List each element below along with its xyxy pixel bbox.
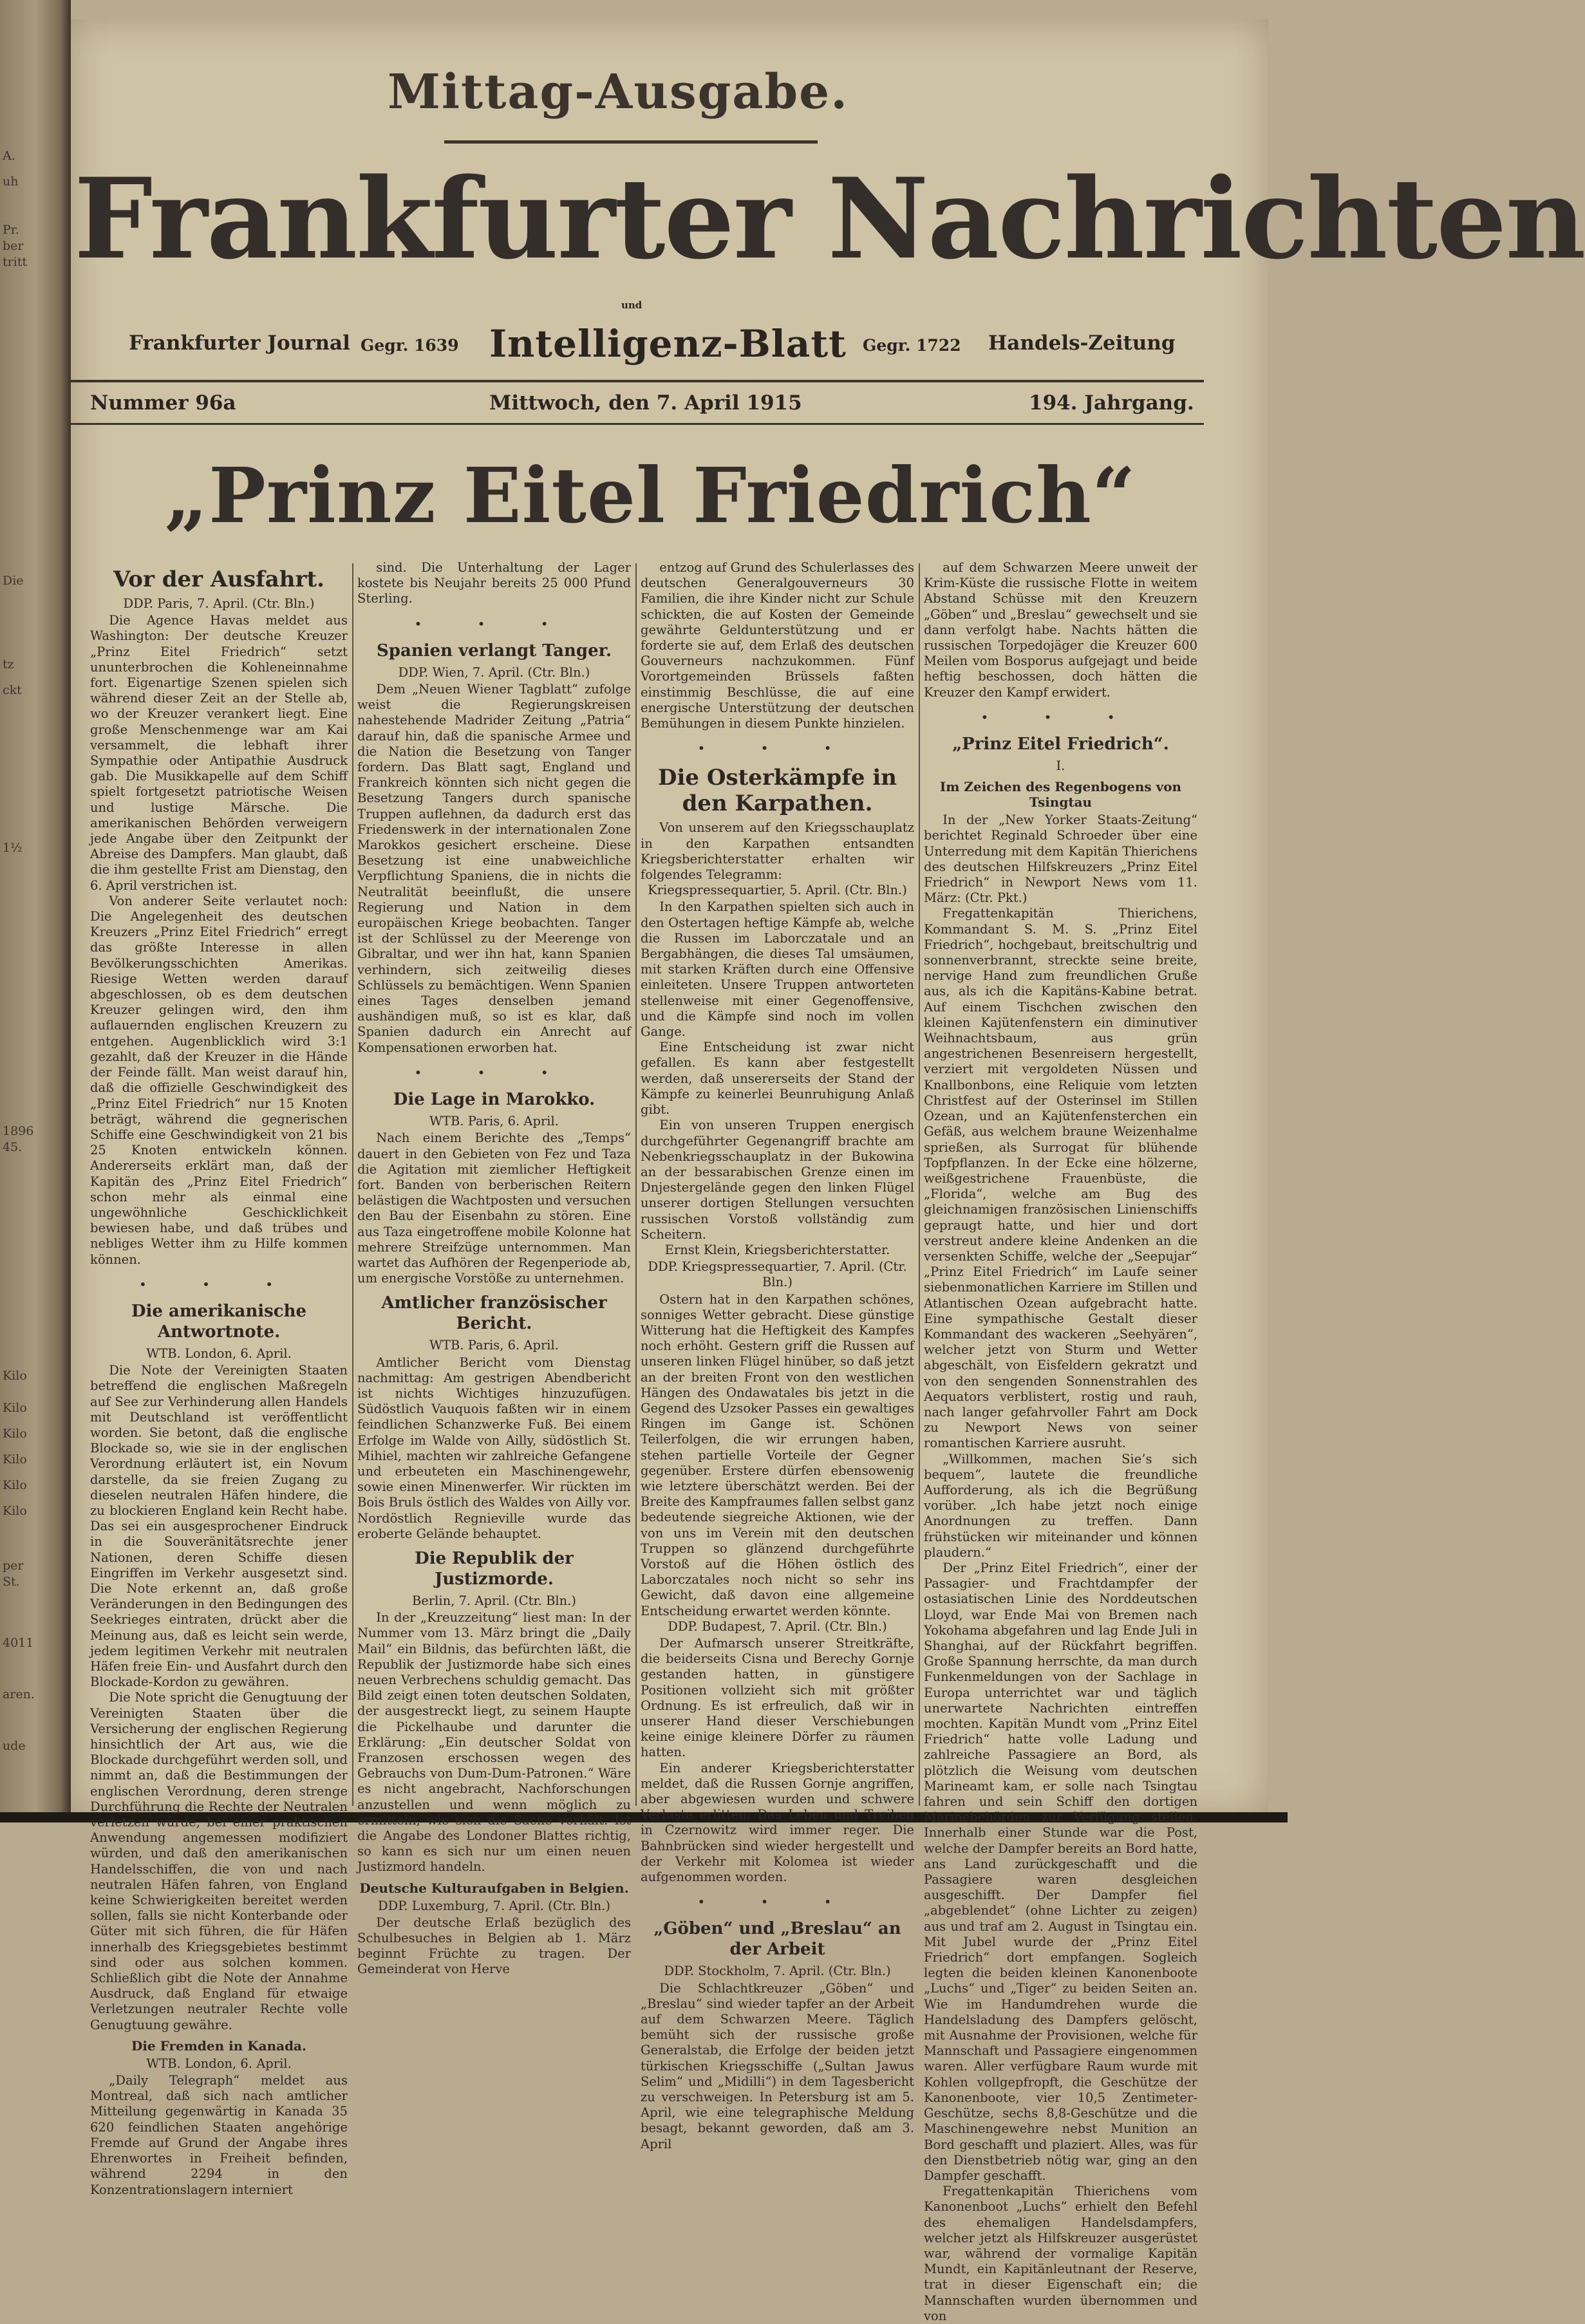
article-column-1	[90, 560, 348, 2197]
article-source-line: DDP. Paris, 7. April. (Ctr. Bln.)	[123, 596, 315, 611]
article-paragraph: Eine Entscheidung ist zwar nicht gefallen. Es kann aber festgestellt werden, daß unsererseits der Stand der Kämpfe zu keinerlei Beunruhigung Anlaß gibt.	[641, 1040, 914, 1118]
article-paragraph: sind. Die Unterhaltung der Lager kostete bis Neujahr bereits 25 000 Pfund Sterling.	[357, 560, 631, 606]
issue-date: Mittwoch, den 7. April 1915	[489, 391, 802, 415]
issue-volume: 194. Jahrgang.	[1029, 391, 1194, 415]
section-separator: • • •	[980, 709, 1141, 725]
article-paragraph: In den Karpathen spielten sich auch in den Ostertagen heftige Kämpfe ab, welche die Russen im Laborczatale und an Bergabhängen, die dieses Tal umsäumen, mit starken Kräften durch eine Offensive einleiteten. Unsere Truppen antworteten stellenweise mit einer Gegenoffensive, und die Kämpfe sind noch im vollen Gange.	[641, 899, 914, 1040]
article-heading: Vor der Ausfahrt.	[113, 567, 324, 592]
article-heading: Spanien verlangt Tanger.	[377, 641, 612, 661]
masthead-founded-right: Gegr. 1722	[863, 336, 961, 355]
article-heading: Die Lage in Marokko.	[393, 1090, 596, 1110]
article-source-line: DDP. Luxemburg, 7. April. (Ctr. Bln.)	[377, 1898, 611, 1913]
binding-text-fragment: Kilo	[3, 1401, 27, 1415]
article-paragraph: Von anderer Seite verlautet noch: Die Angelegenheit des deutschen Kreuzers „Prinz Eitel Friedrich“ erregt das größte Interesse in allen Bevölkerungsschichten Amerikas. Riesige Wetten werden darauf abgeschlossen, ob es dem deutschen Kreuzer gelingen wird, den ihm auflauernden englischen Kreuzern zu entgehen. Augenblicklich wird 3:1 gezahlt, daß der Kreuzer in die Hände der Feinde fällt. Man weist darauf hin, daß die offizielle Geschwindigkeit des „Prinz Eitel Friedrich“ nur 15 Knoten beträgt, während die gegnerischen Schiffe eine Geschwindigkeit von 21 bis 25 Knoten entwickeln können. Andererseits erklärt man, daß der Kapitän des „Prinz Eitel Friedrich“ schon mehr als einmal eine ungewöhnliche Geschicklichkeit bewiesen habe, und daß trübes und nebliges Wetter ihm zu Hilfe kommen können.	[90, 893, 348, 1267]
section-separator: • • •	[138, 1276, 299, 1292]
edition-label: Mittag-Ausgabe.	[388, 64, 849, 120]
article-paragraph: Fregattenkapitän Thierichens vom Kanonenboot „Luchs“ erhielt den Befehl des ehemaligen Handelsdampfers, welcher jetzt als Hilfskreuzer ausgerüstet war, während der vormalige Kapitän Mundt, ein Kapitänleutnant der Reserve, trat in dieser Eigenschaft ein; die Mannschaften wurden übernommen und von	[924, 2184, 1197, 2323]
binding-text-fragment: ber	[3, 239, 24, 253]
newspaper-masthead: Frankfurter Nachrichten	[74, 153, 1585, 284]
binding-text-fragment: ckt	[3, 683, 22, 697]
article-subheading: Im Zeichen des Regenbogens von Tsingtau	[939, 779, 1182, 811]
binding-text-fragment: Kilo	[3, 1452, 27, 1467]
article-heading: Amtlicher französischer Bericht.	[381, 1293, 607, 1334]
article-paragraph: Die Schlachtkreuzer „Göben“ und „Breslau“ sind wieder tapfer an der Arbeit auf dem Schwarzen Meere. Täglich bemüht sich der russische große Generalstab, die Erfolge der beiden jetzt türkischen Kriegsschiffe („Sultan Jawus Selim“ und „Midilli“) in dem Tagesbericht zu verschweigen. In Petersburg ist am 5. April, wie eine telegraphische Meldung besagt, bekannt geworden, daß am 3. April	[641, 1980, 914, 2151]
article-subheading: Die Fremden in Kanada.	[131, 2038, 306, 2054]
masthead-und: und	[621, 299, 642, 311]
article-paragraph: Die Agence Havas meldet aus Washington: Der deutsche Kreuzer „Prinz Eitel Friedrich“ setzt ununterbrochen die Kohleneinnahme fort. Eigenartige Szenen spielen sich während dieser Zeit an der Stelle ab, wo der Kreuzer verankert liegt. Eine große Menschenmenge war am Kai versammelt, die lebhaft ihrer Sympathie oder Antipathie Ausdruck gab. Die Musikkapelle auf dem Schiff spielt fortgesetzt patriotische Weisen und lustige Märsche. Die amerikanischen Behörden verweigern jede Angabe über den Zeitpunkt der Abreise des Dampfers. Man glaubt, daß die ihm gestellte Frist am Dienstag, den 6. April verstrichen ist.	[90, 613, 348, 893]
book-binding-strip	[0, 0, 71, 1823]
article-paragraph: Ostern hat in den Karpathen schönes, sonniges Wetter gebracht. Diese günstige Witterung hat die Heftigkeit des Kampfes noch erhöht. Gestern griff die Russen auf unseren linken Flügel hinüber, so daß jetzt an der breiten Front von den westlichen Hängen des Ondawatales bis jetzt in die Gegend des Uzsoker Passes ein gewaltiges Ringen im Gange ist. Schönen Teilerfolgen, die wir errungen haben, stehen partielle Vorteile der Gegner gegenüber. Erstere dürfen ebensowenig wie letztere überschätzt werden. Bei der Breite des Kampfraumes fallen selbst ganz bedeutende siegreiche Aktionen, wie der von uns im Verein mit den deutschen Truppen so glänzend durchgeführte Vorstoß auf die Höhen östlich des Laborczatales noch nicht so sehr ins Gewicht, daß davon eine allgemeine Entscheidung erwartet werden könnte.	[641, 1291, 914, 1618]
binding-text-fragment: 1½	[3, 841, 23, 855]
binding-text-fragment: ude	[3, 1739, 26, 1753]
article-source-line: Kriegspressequartier, 5. April. (Ctr. Bln.)	[648, 883, 907, 898]
binding-text-fragment: uh	[3, 174, 19, 189]
article-source-line: WTB. Paris, 6. April.	[429, 1338, 559, 1353]
binding-text-fragment: Kilo	[3, 1369, 27, 1383]
article-paragraph: Die Note spricht die Genugtuung der Vereinigten Staaten über die Versicherung der englischen Regierung hinsichtlich der Art aus, wie die Blockade durchgeführt werden soll, und nimmt an, daß die Bestimmungen der englischen Verordnung, deren strenge Durchführung die Rechte der Neutralen verletzen würde, bei einer praktischen Anwendung angemessen modifiziert würden, und daß den amerikanischen Handelsschiffen, die von und nach neutralen Häfen fahren, von England keine Schwierigkeiten bereitet werden sollen, falls sie nicht Konterbande oder Güter mit sich führen, die für Häfen innerhalb des Kriegsgebietes bestimmt sind oder aus solchen kommen. Schließlich gibt die Note der Annahme Ausdruck, daß England für etwaige Verletzungen neutraler Rechte volle Genugtuung gewähre.	[90, 1690, 348, 2032]
article-heading: Die amerikanische Antwortnote.	[131, 1301, 307, 1342]
issue-number: Nummer 96a	[90, 391, 236, 415]
article-column-3	[641, 560, 914, 2151]
masthead-rule-bottom	[71, 423, 1204, 425]
article-heading: „Prinz Eitel Friedrich“.	[952, 735, 1169, 754]
article-source-line: WTB. Paris, 6. April.	[429, 1114, 559, 1129]
article-source-line: DDP. Stockholm, 7. April. (Ctr. Bln.)	[664, 1963, 891, 1979]
main-headline: „Prinz Eitel Friedrich“	[164, 451, 1136, 540]
binding-text-fragment: A.	[3, 149, 15, 163]
article-paragraph: In der „Kreuzzeitung“ liest man: In der Nummer vom 13. März bringt die „Daily Mail“ ein Bildnis, das befürchten läßt, die Republik der Justizmorde habe sich eines neuen Verbrechens schuldig gemacht. Das Bild zeigt einen toten deutschen Soldaten, der ausgestreckt liegt, zu seinem Haupte die Pickelhaube und darunter die Erklärung: „Ein deutscher Soldat von Franzosen erschossen wegen des Gebrauchs von Dum-Dum-Patronen.“ Wäre es nicht angebracht, Nachforschungen anzustellen und wenn möglich zu ermitteln, wie sich die Sache verhält. Ist die Angabe des Londoner Blattes richtig, so kann es sich nur um einen neuen Justizmord handeln.	[357, 1610, 631, 1875]
article-paragraph: Der deutsche Erlaß bezüglich des Schulbesuches in Belgien ab 1. März beginnt Früchte zu tragen. Der Gemeinderat von Herve	[357, 1915, 631, 1977]
section-separator: • • •	[414, 1064, 574, 1080]
article-paragraph: Ein von unseren Truppen energisch durchgeführter Gegenangriff brachte am Nebenkriegsschauplatz in der Bukowina an der bessarabischen Grenze einen im Dnjestergelände gegen den linken Flügel unserer dortigen Stellungen versuchten russischen Vorstoß vollständig zum Scheitern.	[641, 1118, 914, 1242]
masthead-founded-left: Gegr. 1639	[361, 336, 459, 355]
column-divider	[352, 563, 353, 1806]
section-separator: • • •	[414, 615, 574, 632]
article-column-2	[357, 560, 631, 1977]
masthead-rule-top	[71, 380, 1204, 382]
article-paragraph: „Daily Telegraph“ meldet aus Montreal, daß sich nach amtlicher Mitteilung gegenwärtig in Kanada 35 620 feindlichen Staaten angehörige Fremde auf Grund der Angabe ihres Ehrenwortes in Freiheit befinden, während 2294 in den Konzentrationslagern interniert	[90, 2073, 348, 2197]
binding-text-fragment: Pr.	[3, 223, 19, 237]
article-source-line: WTB. London, 6. April.	[146, 2056, 292, 2071]
article-subheading: Deutsche Kulturaufgaben in Belgien.	[359, 1880, 629, 1896]
binding-text-fragment: Kilo	[3, 1504, 27, 1518]
binding-text-fragment: 45.	[3, 1140, 23, 1154]
binding-text-fragment: tritt	[3, 255, 28, 269]
edition-underline	[444, 140, 818, 144]
article-heading: Die Republik der Justizmorde.	[415, 1548, 574, 1589]
masthead-subtitle-center: Intelligenz-Blatt	[489, 322, 847, 366]
article-source-line: I.	[1056, 758, 1065, 774]
article-source-line: Ernst Klein, Kriegsberichterstatter.	[664, 1242, 890, 1257]
article-paragraph: Fregattenkapitän Thierichens, Kommandant S. M. S. „Prinz Eitel Friedrich“, hochgebaut, breitschultrig und sonnenverbrannt, streckte seine breite, nervige Hand zum freundlichen Gruße aus, als ich die Kapitäns-Kabine betrat. Auf einem Tischchen zwischen den kleinen Kajütenfenstern ein diminutiver Weihnachtsbaum, aus grün angestrichenen Besenreisern hergestellt, verziert mit vergoldeten Nüssen und Knallbonbons, eine Reliquie vom letzten Christfest auf der Osterinsel im Stillen Ozean, und an Kajütenfensterchen ein Gefäß, aus welchem braune Weizenhalme sprießen, als Surrogat für blühende Topfpflanzen. In der Ecke eine hölzerne, weißgestrichene Frauenbüste, die „Florida“, welche am Bug des gleichnamigen französischen Linienschiffs gepraugt hatte, und hier und dort verstreut andere kleine Andenken an die versenkten Schiffe, welche der „Seepujar“ „Prinz Eitel Friedrich“ im Laufe seiner siebenmonatlichen Karriere im Stillen und Atlantischen Ozean aufgebracht hatte. Eine sympathische Gestalt dieser Kommandant des wackeren „Seehyären“, welcher jetzt von Sturm und Wetter abgeschält, von Eisfeldern gekratzt und von den sengenden Sonnenstrahlen des Aequators verblistert, rostig und rauh, nach langer gefahrvoller Fahrt am Dock zu Newport News von seiner romantischen Karriere ausruht.	[924, 906, 1197, 1451]
binding-text-fragment: aren.	[3, 1687, 35, 1701]
binding-text-fragment: St.	[3, 1575, 20, 1589]
binding-text-fragment: 1896	[3, 1124, 34, 1138]
article-source-line: DDP. Wien, 7. April. (Ctr. Bln.)	[398, 664, 590, 680]
article-heading: Die Osterkämpfe in den Karpathen.	[658, 765, 897, 817]
binding-text-fragment: 4011	[3, 1636, 34, 1650]
article-paragraph: entzog auf Grund des Schulerlasses des deutschen Generalgouverneurs 30 Familien, die ihre Kinder nicht zur Schule schickten, die auf Kosten der Gemeinde gewährte Geldunterstützung und er forderte sie auf, dem Erlaß des deutschen Gouverneurs nachzukommen. Fünf Vorortgemeinden Brüssels faßten einstimmig Beschlüsse, die auf eine energische Unterstützung der deutschen Bemühungen in diesem Punkte hinzielen.	[641, 560, 914, 731]
article-source-line: DDP. Budapest, 7. April. (Ctr. Bln.)	[668, 1618, 887, 1634]
article-paragraph: Der „Prinz Eitel Friedrich“, einer der Passagier- und Frachtdampfer der ostasiatischen Linie des Norddeutschen Lloyd, war Ende Mai von Bremen nach Yokohama abgefahren und lag Ende Juli in Shanghai, auf der Rückfahrt begriffen. Große Spannung herrschte, da man durch Funkenmeldungen von der Sachlage in Europa unterrichtet war und täglich unerwartete Nachrichten eintreffen mochten. Kapitän Mundt vom „Prinz Eitel Friedrich“ hatte volle Ladung und zahlreiche Passagiere an Bord, als plötzlich die Weisung vom deutschen Marineamt kam, er solle nach Tsingtau fahren und sein Schiff den dortigen Marinebehörden zur Verfügung stellen. Innerhalb einer Stunde war die Post, welche der Dampfer bereits an Bord hatte, ans Land zurückgeschafft und die Passagiere waren desgleichen ausgeschifft. Der Dampfer fiel „abgeblendet“ (ohne Lichter zu zeigen) aus und traf am 2. August in Tsingtau ein. Mit Jubel wurde der „Prinz Eitel Friedrich“ dort empfangen. Sogleich legten die beiden kleinen Kanonenboote „Luchs“ und „Tiger“ zu beiden Seiten an. Wie im Handumdrehen wurde die Handelsladung des Dampfers gelöscht, mit Ausnahme der Provisionen, welche für Mannschaft und Passagiere eingenommen waren. Aller verfügbare Raum wurde mit Kohlen vollgepfropft, die Geschütze der Kanonenboote, vier 10,5 Zentimeter-Geschütze, sechs 8,8-Geschütze und die Maschinengewehre nebst Munition an Bord geschafft und plaziert. Alles, was für den Dienstbetrieb nötig war, ging an den Dampfer geschafft.	[924, 1560, 1197, 2183]
binding-text-fragment: per	[3, 1559, 24, 1573]
article-paragraph: Der Aufmarsch unserer Streitkräfte, die beiderseits Cisna und Berechy Gornje gestanden hatten, in günstigere Positionen vollzieht sich mit größter Ordnung. Es ist erfreulich, daß wir in unserer Hand dieser Verschiebungen keine einige kleinere Dörfer zu räumen hatten.	[641, 1636, 914, 1760]
binding-text-fragment: Kilo	[3, 1427, 27, 1441]
section-separator: • • •	[697, 1894, 858, 1910]
binding-text-fragment: Kilo	[3, 1478, 27, 1492]
binding-text-fragment: tz	[3, 657, 14, 671]
article-source-line: DDP. Kriegspressequartier, 7. April. (Ctr. Bln.)	[648, 1259, 907, 1290]
article-paragraph: Ein anderer Kriegsberichterstatter meldet, daß die Russen Gornje angriffen, aber abgewiesen wurden und schwere Verluste erlitten. Das Leben und Treiben in Czernowitz wird immer reger. Die Bahnbrücken sind wieder hergestellt und der Verkehr mit Kolomea ist wieder aufgenommen worden.	[641, 1760, 914, 1885]
masthead-subtitle-left: Frankfurter Journal	[129, 332, 350, 355]
article-paragraph: auf dem Schwarzen Meere unweit der Krim-Küste die russische Flotte in weitem Abstand Schüsse mit den Kreuzern „Göben“ und „Breslau“ gewechselt und sie dann verfolgt habe. Nachts hätten die russischen Torpedojäger die Kreuzer 600 Meilen vom Bosporus aufgejagt und beide heftig beschossen, doch hätten die Kreuzer den Kampf erwidert.	[924, 560, 1197, 700]
binding-text-fragment: Die	[3, 574, 24, 588]
article-paragraph: Dem „Neuen Wiener Tagblatt“ zufolge weist die Regierungskreisen nahestehende Madrider Zeitung „Patria“ darauf hin, daß die spanische Armee und die Nation die Besetzung von Tanger fordern. Das Blatt sagt, England und Frankreich könnten sich nicht gegen die Besetzung Tangers durch spanische Truppen auflehnen, da dadurch erst das Friedenswerk in der internationalen Zone Marokkos gesichert erscheine. Diese Besetzung ist eine unabweichliche Verpflichtung Spaniens, die in nichts die Neutralität beeinflußt, die unsere Regierung und Nation in dem europäischen Kriege beobachten. Tanger ist der Schlüssel zu der Meerenge von Gibraltar, und wer ihn hat, kann Spanien verhindern, sich zeitweilig dieses Schlüssels zu bemächtigen. Wenn Spanien eines Tages denselben jemand aushändigen muß, so ist es klar, daß Spanien dadurch ein Anrecht auf Kompensationen erworben hat.	[357, 682, 631, 1055]
article-column-4	[924, 560, 1197, 2323]
article-source-line: WTB. London, 6. April.	[146, 1345, 292, 1361]
article-paragraph: Amtlicher Bericht vom Dienstag nachmittag: Am gestrigen Abendbericht ist nichts Wichtiges hinzuzufügen. Südöstlich Vauquois faßten wir in einem feindlichen Schanzwerke Fuß. Bei einem Erfolge im Walde von Ailly, südöstlich St. Mihiel, machten wir zahlreiche Gefangene und erbeuteten ein Maschinengewehr, sowie einen Minenwerfer. Wir rückten im Bois Bruls östlich des Waldes von Ailly vor. Nordöstlich Regnieville wurde das eroberte Gelände behauptet.	[357, 1354, 631, 1541]
section-separator: • • •	[697, 740, 858, 756]
article-paragraph: Nach einem Berichte des „Temps“ dauert in den Gebieten von Fez und Taza die Agitation mit ziemlicher Heftigkeit fort. Banden von berberischen Reitern belästigen die Wachtposten und versuchen den Bau der Eisenbahn zu stören. Eine aus Taza eingetroffene mobile Kolonne hat mehrere Streifzüge unternommen. Man wartet das Aufhören der Regenperiode ab, um energische Vorstöße zu unternehmen.	[357, 1130, 631, 1286]
article-paragraph: Von unserem auf den Kriegsschauplatz in den Karpathen entsandten Kriegsberichterstatter erhalten wir folgendes Telegramm:	[641, 820, 914, 883]
article-paragraph: In der „New Yorker Staats-Zeitung“ berichtet Reginald Schroeder über eine Unterredung mit dem Kapitän Thierichens des deutschen Hilfskreuzers „Prinz Eitel Friedrich“ in Newport News vom 11. März: (Ctr. Pkt.)	[924, 812, 1197, 906]
column-divider	[919, 563, 920, 1806]
column-divider	[635, 563, 637, 1806]
article-paragraph: Die Note der Vereinigten Staaten betreffend die englischen Maßregeln auf See zur Verhinderung allen Handels mit Deutschland ist veröffentlicht worden. Sie betont, daß die englische Blockade so, wie sie in der englischen Verordnung erläutert ist, ein Novum darstelle, da sie freien Zugang zu dieselen neutralen Häfen hindere, die zu blockieren England kein Recht habe. Das sei ein ausgesprochener Eindruck in die Souveränitätsrechte jener Nationen, deren Schiffe diesen Eingriffen im Verkehr ausgesetzt sind. Die Note erkennt an, daß große Veränderungen in den Bedingungen des Seekrieges eintraten, drückt aber die Meinung aus, daß es leicht sein werde, jedem legitimen Verkehr mit neutralen Häfen freie Ein- und Ausfahrt durch den Blockade-Kordon zu gewähren.	[90, 1363, 348, 1690]
article-paragraph: „Willkommen, machen Sie’s sich bequem“, lautete die freundliche Aufforderung, als ich die Begrüßung vorüber. „Ich habe jetzt noch einige Anordnungen zu treffen. Dann frühstücken wir miteinander und können plaudern.“	[924, 1451, 1197, 1560]
masthead-subtitle-right: Handels-Zeitung	[988, 332, 1176, 355]
article-heading: „Göben“ und „Breslau“ an der Arbeit	[653, 1919, 901, 1960]
article-source-line: Berlin, 7. April. (Ctr. Bln.)	[411, 1593, 577, 1608]
